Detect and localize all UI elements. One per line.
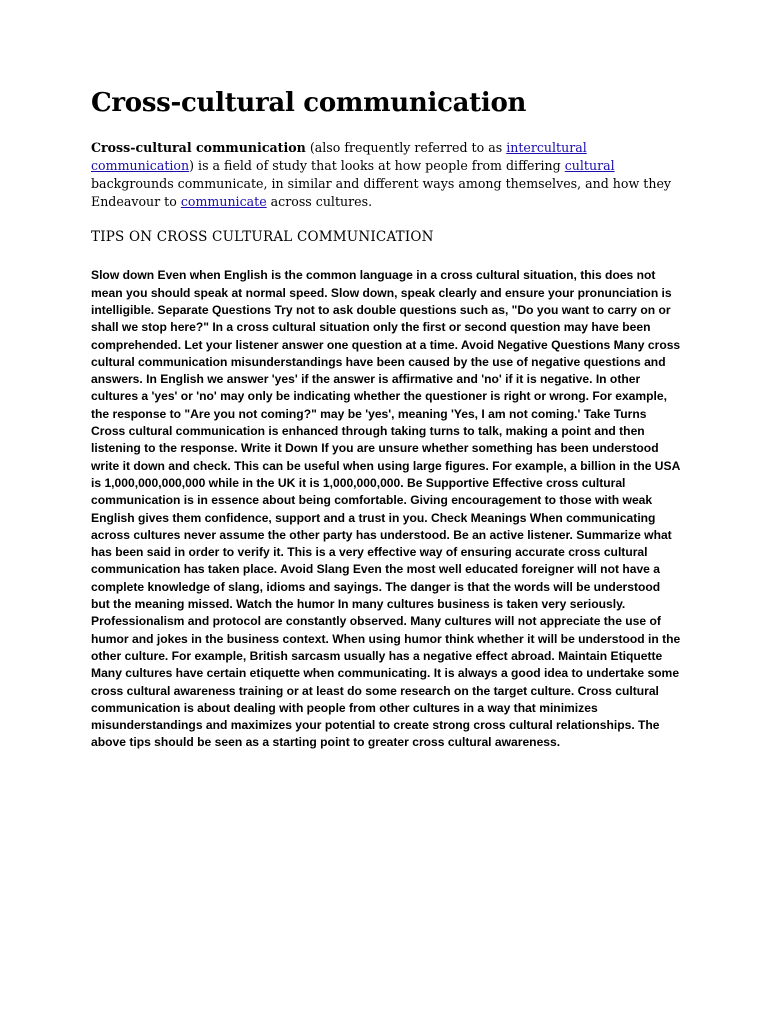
link-intercultural-communication[interactable]: intercultural communication bbox=[91, 140, 587, 174]
intro-text-4: across cultures. bbox=[266, 194, 373, 210]
intro-term: Cross-cultural communication bbox=[91, 140, 306, 156]
body-paragraph: Slow down Even when English is the common language in a cross cultural situation, this does not mean you should speak at normal speed. Slow down, speak clearly and ensure your pronunciation is intelligible. Separate Questions Try not to ask double questions such as, "Do you want to carry on or shall we stop here?" In a cross cultural situation only the first or second question may have been comprehended. Let your listener answer one question at a time. Avoid Negative Questions Many cross cultural communication misunderstandings have been caused by the use of negative questions and answers. In English we answer 'yes' if the answer is affirmative and 'no' if it is negative. In other cultures a 'yes' or 'no' may only be indicating whether the questioner is right or wrong. For example, the response to "Are you not coming?" may be 'yes', meaning 'Yes, I am not coming.' Take Turns Cross cultural communication is enhanced through taking turns to talk, making a point and then listening to the response. Write it Down If you are unsure whether something has been understood write it down and check. This can be useful when using large figures. For example, a billion in the USA is 1,000,000,000,000 while in the UK it is 1,000,000,000. Be Supportive Effective cross cultural communication is in essence about being comfortable. Giving encouragement to those with weak English gives them confidence, support and a trust in you. Check Meanings When communicating across cultures never assume the other party has understood. Be an active listener. Summarize what has been said in order to verify it. This is a very effective way of ensuring accurate cross cultural communication has taken place. Avoid Slang Even the most well educated foreigner will not have a complete knowledge of slang, idioms and sayings. The danger is that the words will be understood but the meaning missed. Watch the humor In many cultures business is taken very seriously. Professionalism and protocol are constantly observed. Many cultures will not appreciate the use of humor and jokes in the business context. When using humor think whether it will be understood in the other culture. For example, British sarcasm usually has a negative effect abroad. Maintain Etiquette Many cultures have certain etiquette when communicating. It is always a good idea to undertake some cross cultural awareness training or at least do some research on the target culture. Cross cultural communication is about dealing with people from other cultures in a way that minimizes misunderstandings and maximizes your potential to create strong cross cultural relationships. The above tips should be seen as a starting point to greater cross cultural awareness. bbox=[91, 268, 681, 750]
link-communicate[interactable]: communicate bbox=[180, 194, 267, 210]
intro-text-1: (also frequently referred to as bbox=[305, 140, 507, 156]
section-heading: TIPS ON CROSS CULTURAL COMMUNICATION bbox=[91, 229, 434, 246]
intro-text-2: ) is a field of study that looks at how people from differing bbox=[189, 158, 565, 174]
link-cultural[interactable]: cultural bbox=[564, 158, 615, 174]
intro-text-3: backgrounds communicate, in similar and different ways among themselves, and how they Endeavour to bbox=[91, 176, 672, 210]
document-page bbox=[91, 88, 681, 752]
intro-paragraph bbox=[91, 139, 681, 211]
page-title: Cross-cultural communication bbox=[91, 88, 527, 118]
